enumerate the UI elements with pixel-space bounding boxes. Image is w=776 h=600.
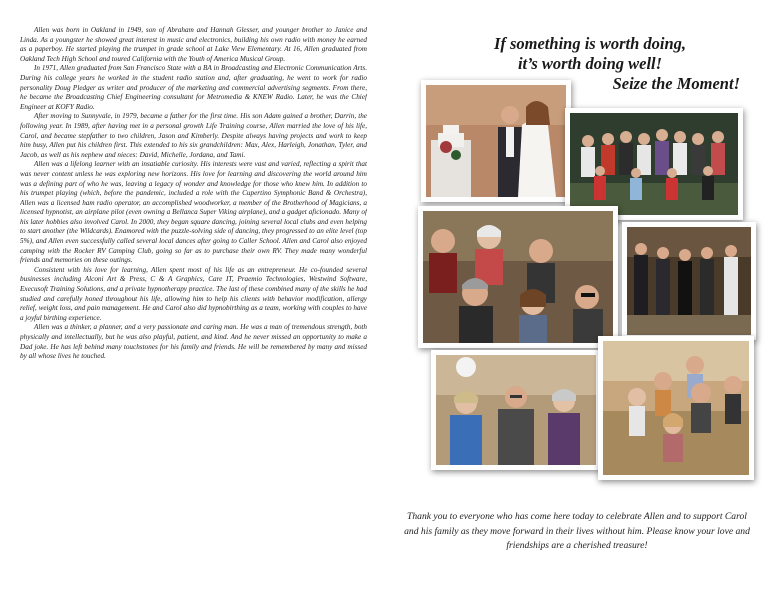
wedding-photo-image <box>426 85 566 197</box>
quote-line-3: Seize the Moment! <box>612 74 740 93</box>
group-photo-suits-image <box>627 227 751 335</box>
family-photo-indoors-image <box>423 211 613 343</box>
couch-photo-image <box>603 341 749 475</box>
couch-photo <box>598 336 754 480</box>
group-photo-outdoors-image <box>570 113 738 215</box>
group-photo-outdoors <box>565 108 743 220</box>
obituary-text <box>20 26 367 572</box>
quote-line-1: If something is worth doing, <box>493 34 687 53</box>
family-photo-indoors <box>418 206 618 348</box>
obituary-paragraph: After moving to Sunnyvale, in 1979, became a father for the first time. His son Adam gained a brother, Darrin, the following year. In 1989, after having met in a personal growth Life Training course, Allen married the love of his life, Carol, and became stepfather to two children, Jason and Kimberly. Despite always having projects and work to keep him busy, Allen put his children first. This extended to his six grandchildren: Max, Alex, Harleigh, Jonathan, Tyler, and Jacob, as well as his nephew and nieces: David, Michelle, Jordana, and Tami. <box>20 112 367 159</box>
wedding-photo <box>421 80 571 202</box>
quote-line-2: it’s worth doing well! <box>517 54 663 73</box>
obituary-paragraph: Allen was a lifelong learner with an insatiable curiosity. His interests were vast and varied, reflecting a spirit that was never content unless he was exploring new horizons. His love for learning and discovering the world around him was a defining part of who he was, leaving a legacy of wonder and knowledge for those who knew him. In addition to his trumpet playing (which, before the pandemic, included a role with the Cupertino Symphonic Band & Orchestra), Allen was a licensed ham radio operator, an accomplished woodworker, a member of the Brotherhood of Magicians, a licensed hypnotist, an airplane pilot (even owning a Bellanca Super Viking airplane), and a gadget aficionado. Many of his later hobbies also involved Carol. In 2000, they began square dancing, joining several local clubs and even helping to start another (the Wildcards). Enamored with the puzzle-solving side of dancing, they progressed to an elite level (top 5%), and Allen even successfully called several local dances after going to Caller School. Allen and Carol also enjoyed camping with the Rocker RV Camping Club, going so far as to purchase their own RV. They made many wonderful friends and memories on these outings. <box>20 160 367 265</box>
group-photo-suits <box>622 222 756 340</box>
obituary-paragraph: Allen was born in Oakland in 1949, son of Abraham and Hannah Glesser, and younger brother to Janice and Linda. As a youngster he showed great interest in music and electronics, building his own radio with money he earned as a paperboy. He started playing the trumpet in grade school at Lake View Elementary. At 16, Allen graduated from Oakland Tech High School and toured California with the Youth of America Musical Group. <box>20 26 367 63</box>
trio-photo-image <box>436 355 596 465</box>
obituary-paragraph: Consistent with his love for learning, Allen spent most of his life as an entrepreneur. He co-founded several businesses including Alconi Art & Press, C & A Graphics, Care IT, Praemio Technologies, Westwind Software, Execusoft Training Solutions, and a private hypnotherapy practice. The last of these combined many of the skills he had studied and carefully honed throughout his life, allowing him to help his clients with behavior modification, allergy relief, weight loss, and pain management. He and Carol also did hypnobirthing as a team, working with couples to have a joyful birthing experience. <box>20 265 367 322</box>
obituary-paragraph: In 1971, Allen graduated from San Francisco State with a BA in Broadcasting and Electronic Communication Arts. During his college years he worked in the student radio station and, after graduating, he went to work for radio personality Doug Pledger as writer and producer of the marketing and commercial advertising segments. From there, he became the Broadcasting Chief Engineering consultant for Metromedia & KNEW Radio. Later, he was the Chief Engineer at KOFY Radio. <box>20 64 367 111</box>
trio-photo <box>431 350 601 470</box>
thank-you-message: Thank you to everyone who has come here today to celebrate Allen and to support Carol and his family as they move forward in their lives without him. Please know your love and friendships are a cherished treasure! <box>404 511 750 551</box>
obituary-paragraph: Allen was a thinker, a planner, and a very passionate and caring man. He was a man of tremendous strength, both physically and intellectually, but he was also playful, patient, and kind. And he never missed an opportunity to make a Dad joke. He has left behind many touchstones for his family and friends. He will be remembered by many and missed by all whose lives he touched. <box>20 323 367 361</box>
